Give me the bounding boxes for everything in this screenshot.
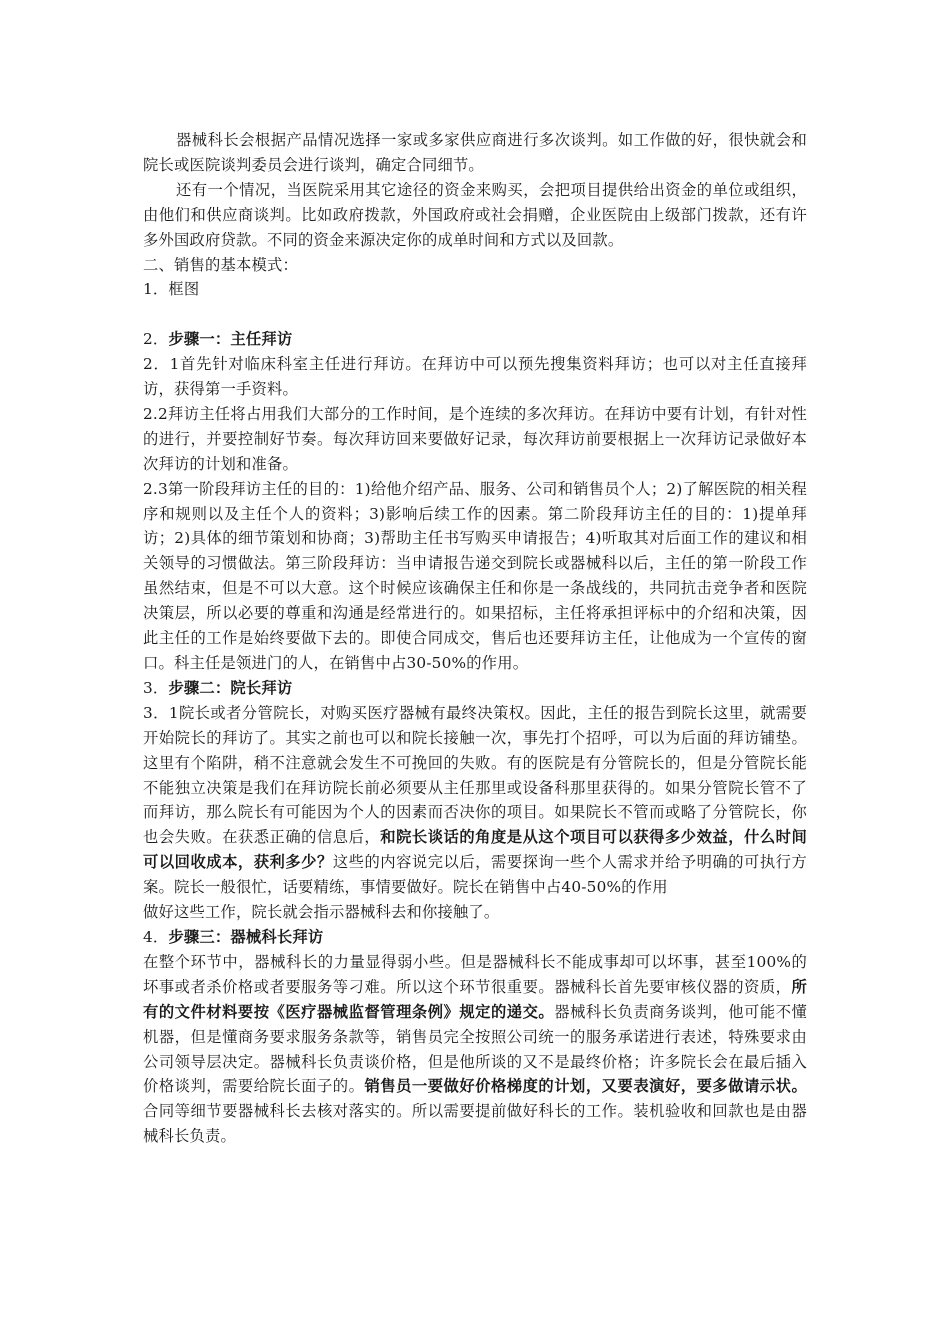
step2-title: 步骤二：院长拜访 <box>168 678 293 697</box>
item-framework-diagram: 1．框图 <box>143 280 200 299</box>
step2-heading <box>143 676 807 701</box>
paragraph-3-2: 做好这些工作，院长就会指示器械科去和你接触了。 <box>143 903 500 922</box>
step1-heading <box>143 327 807 352</box>
paragraph-4 <box>143 950 807 1149</box>
step3-number: 4． <box>143 927 169 946</box>
paragraph-2-3: 2.3第一阶段拜访主任的目的：1)给他介绍产品、服务、公司和销售员个人；2)了解医院的相关程序和规则以及主任个人的资料；3)影响后续工作的因素。第二阶段拜访主任的目的：1)提单拜访；2)具体的细节策划和协商；3)帮助主任书写购买申请报告；4)听取其对后面工作的建议和相关领导的习惯做法。第三阶段拜访：当申请报告递交到院长或器械科以后，主任的第一阶段工作虽然结束，但是不可以大意。这个时候应该确保主任和你是一条战线的，共同抗击竞争者和医院决策层，所以必要的尊重和沟通是经常进行的。如果招标，主任将承担评标中的介绍和决策，因此主任的工作是始终要做下去的。即使合同成交，售后也还要拜访主任，让他成为一个宣传的窗口。科主任是领进门的人，在销售中占30-50%的作用。 <box>143 479 807 673</box>
paragraph-2-1: 2．1首先针对临床科室主任进行拜访。在拜访中可以预先搜集资料拜访；也可以对主任直接拜访，获得第一手资料。 <box>143 355 807 399</box>
paragraph-4-text-e: 合同等细节要器械科长去核对落实的。所以需要提前做好科长的工作。装机验收和回款也是由器械科长负责。 <box>143 1102 807 1146</box>
paragraph-3-1-text-a: 3．1院长或者分管院长，对购买医疗器械有最终决策权。因此，主任的报告到院长这里，就需要开始院长的拜访了。其实之前也可以和院长接触一次，事先打个招呼，可以为后面的拜访铺垫。这里有个陷阱，稍不注意就会发生不可挽回的失败。有的医院是有分管院长的，但是分管院长能不能独立决策是我们在拜访院长前必须要从主任那里或设备科那里获得的。如果分管院长管不了而拜访，那么院长有可能因为个人的因素而否决你的项目。如果院长不管而或略了分管院长，你也会失败。在获悉正确的信息后， <box>143 703 807 847</box>
step3-heading <box>143 925 807 950</box>
step3-title: 步骤三：器械科长拜访 <box>168 927 324 946</box>
paragraph-4-bold-regulation: 所有的文件材料要按《医疗器械监督管理条例》规定的递交。 <box>143 977 807 1021</box>
step2-number: 3． <box>143 678 169 697</box>
step1-number: 2． <box>143 330 169 349</box>
paragraph-4-text-a: 在整个环节中，器械科长的力量显得弱小些。但是器械科长不能成事却可以坏事，甚至100%的坏事或者杀价格或者要服务等刁难。所以这个环节很重要。器械科长首先要审核仪器的资质， <box>143 952 807 996</box>
section-heading-sales-mode: 二、销售的基本模式： <box>143 255 298 274</box>
paragraph-intro: 器械科长会根据产品情况选择一家或多家供应商进行多次谈判。如工作做的好，很快就会和院长或医院谈判委员会进行谈判，确定合同细节。 <box>143 131 807 174</box>
document-body <box>143 128 807 1149</box>
paragraph-4-bold-pricing: 销售员一要做好价格梯度的计划，又要表演好，要多做请示状。 <box>364 1077 807 1096</box>
paragraph-funding: 还有一个情况，当医院采用其它途径的资金来购买，会把项目提供给出资金的单位或组织，由他们和供应商谈判。比如政府拨款，外国政府或社会捐赠，企业医院由上级部门拨款，还有许多外国政府贷款。不同的资金来源决定你的成单时间和方式以及回款。 <box>143 180 807 249</box>
paragraph-3-1-bold: 和院长谈话的角度是从这个项目可以获得多少效益，什么时间可以回收成本，获利多少？ <box>143 828 807 872</box>
paragraph-3-1-text-c: 这些的内容说完以后，需要探询一些个人需求并给予明确的可执行方案。院长一般很忙，话要精练，事情要做好。院长在销售中占40-50%的作用 <box>143 853 807 897</box>
paragraph-4-text-c: 器械科长负责商务谈判，他可能不懂机器，但是懂商务要求服务条款等，销售员完全按照公司统一的服务承诺进行表述，特殊要求由公司领导层决定。器械科长负责谈价格，但是他所谈的又不是最终价格；许多院长会在最后插入价格谈判，需要给院长面子的。 <box>143 1002 808 1096</box>
paragraph-2-2: 2.2拜访主任将占用我们大部分的工作时间，是个连续的多次拜访。在拜访中要有计划，有针对性的进行，并要控制好节奏。每次拜访回来要做好记录，每次拜访前要根据上一次拜访记录做好本次拜访的计划和准备。 <box>143 404 807 473</box>
paragraph-3-1 <box>143 701 807 900</box>
step1-title: 步骤一：主任拜访 <box>168 330 293 349</box>
blank-line <box>143 302 807 327</box>
